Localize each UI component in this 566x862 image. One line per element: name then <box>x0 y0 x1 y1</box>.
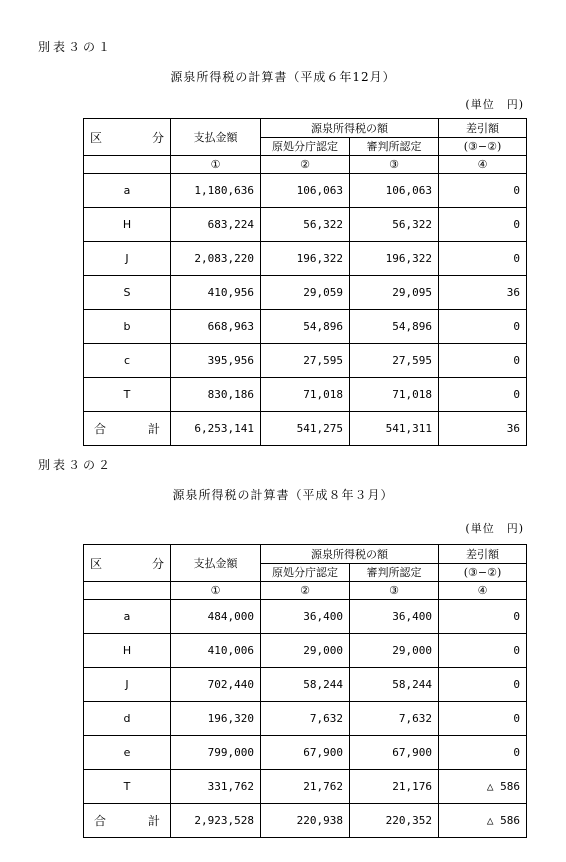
number-header-2: ② <box>261 156 350 174</box>
document-title-1: 源泉所得税の計算書（平成６年12月） <box>170 70 396 84</box>
number-header-3: ③ <box>350 582 439 600</box>
table-row: H 410,006 29,000 29,000 0 <box>84 634 527 668</box>
number-header-blank <box>84 582 171 600</box>
number-header-1: ① <box>171 582 261 600</box>
withholding-tax-header: 源泉所得税の額 <box>261 545 439 564</box>
total-row: 合 計 2,923,528 220,938 220,352 △ 586 <box>84 804 527 838</box>
unit-label-1: (単位 円) <box>465 98 524 111</box>
number-header-blank <box>84 156 171 174</box>
total-label: 合 計 <box>84 412 171 446</box>
table-row: H 683,224 56,322 56,322 0 <box>84 208 527 242</box>
difference-formula-header: (③−②) <box>439 137 527 156</box>
original-assessment-header: 原処分庁認定 <box>261 563 350 582</box>
table-row: a 1,180,636 106,063 106,063 0 <box>84 174 527 208</box>
original-assessment-header: 原処分庁認定 <box>261 137 350 156</box>
difference-header: 差引額 <box>439 545 527 564</box>
table-row: e 799,000 67,900 67,900 0 <box>84 736 527 770</box>
calculation-table-2 <box>83 544 527 838</box>
tribunal-assessment-header: 審判所認定 <box>350 137 439 156</box>
number-header-1: ① <box>171 156 261 174</box>
table-row: b 668,963 54,896 54,896 0 <box>84 310 527 344</box>
kubun-header: 区 分 <box>84 119 171 156</box>
section-label-1: 別表３の１ <box>38 40 114 54</box>
payment-amount-header: 支払金額 <box>171 545 261 582</box>
table-row: a 484,000 36,400 36,400 0 <box>84 600 527 634</box>
number-header-3: ③ <box>350 156 439 174</box>
difference-header: 差引額 <box>439 119 527 138</box>
withholding-tax-header: 源泉所得税の額 <box>261 119 439 138</box>
section-label-2: 別表３の２ <box>38 458 114 472</box>
difference-formula-header: (③−②) <box>439 563 527 582</box>
calculation-table-1 <box>83 118 527 446</box>
unit-label-2: (単位 円) <box>465 522 524 535</box>
total-label: 合 計 <box>84 804 171 838</box>
table-row: J 702,440 58,244 58,244 0 <box>84 668 527 702</box>
kubun-header: 区 分 <box>84 545 171 582</box>
number-header-2: ② <box>261 582 350 600</box>
total-row: 合 計 6,253,141 541,275 541,311 36 <box>84 412 527 446</box>
table-row: J 2,083,220 196,322 196,322 0 <box>84 242 527 276</box>
table-row: T 830,186 71,018 71,018 0 <box>84 378 527 412</box>
table-row: c 395,956 27,595 27,595 0 <box>84 344 527 378</box>
table-row: T 331,762 21,762 21,176 △ 586 <box>84 770 527 804</box>
table-row: S 410,956 29,059 29,095 36 <box>84 276 527 310</box>
payment-amount-header: 支払金額 <box>171 119 261 156</box>
number-header-4: ④ <box>439 582 527 600</box>
document-title-2: 源泉所得税の計算書（平成８年３月） <box>172 488 394 502</box>
number-header-4: ④ <box>439 156 527 174</box>
table-row: d 196,320 7,632 7,632 0 <box>84 702 527 736</box>
tribunal-assessment-header: 審判所認定 <box>350 563 439 582</box>
